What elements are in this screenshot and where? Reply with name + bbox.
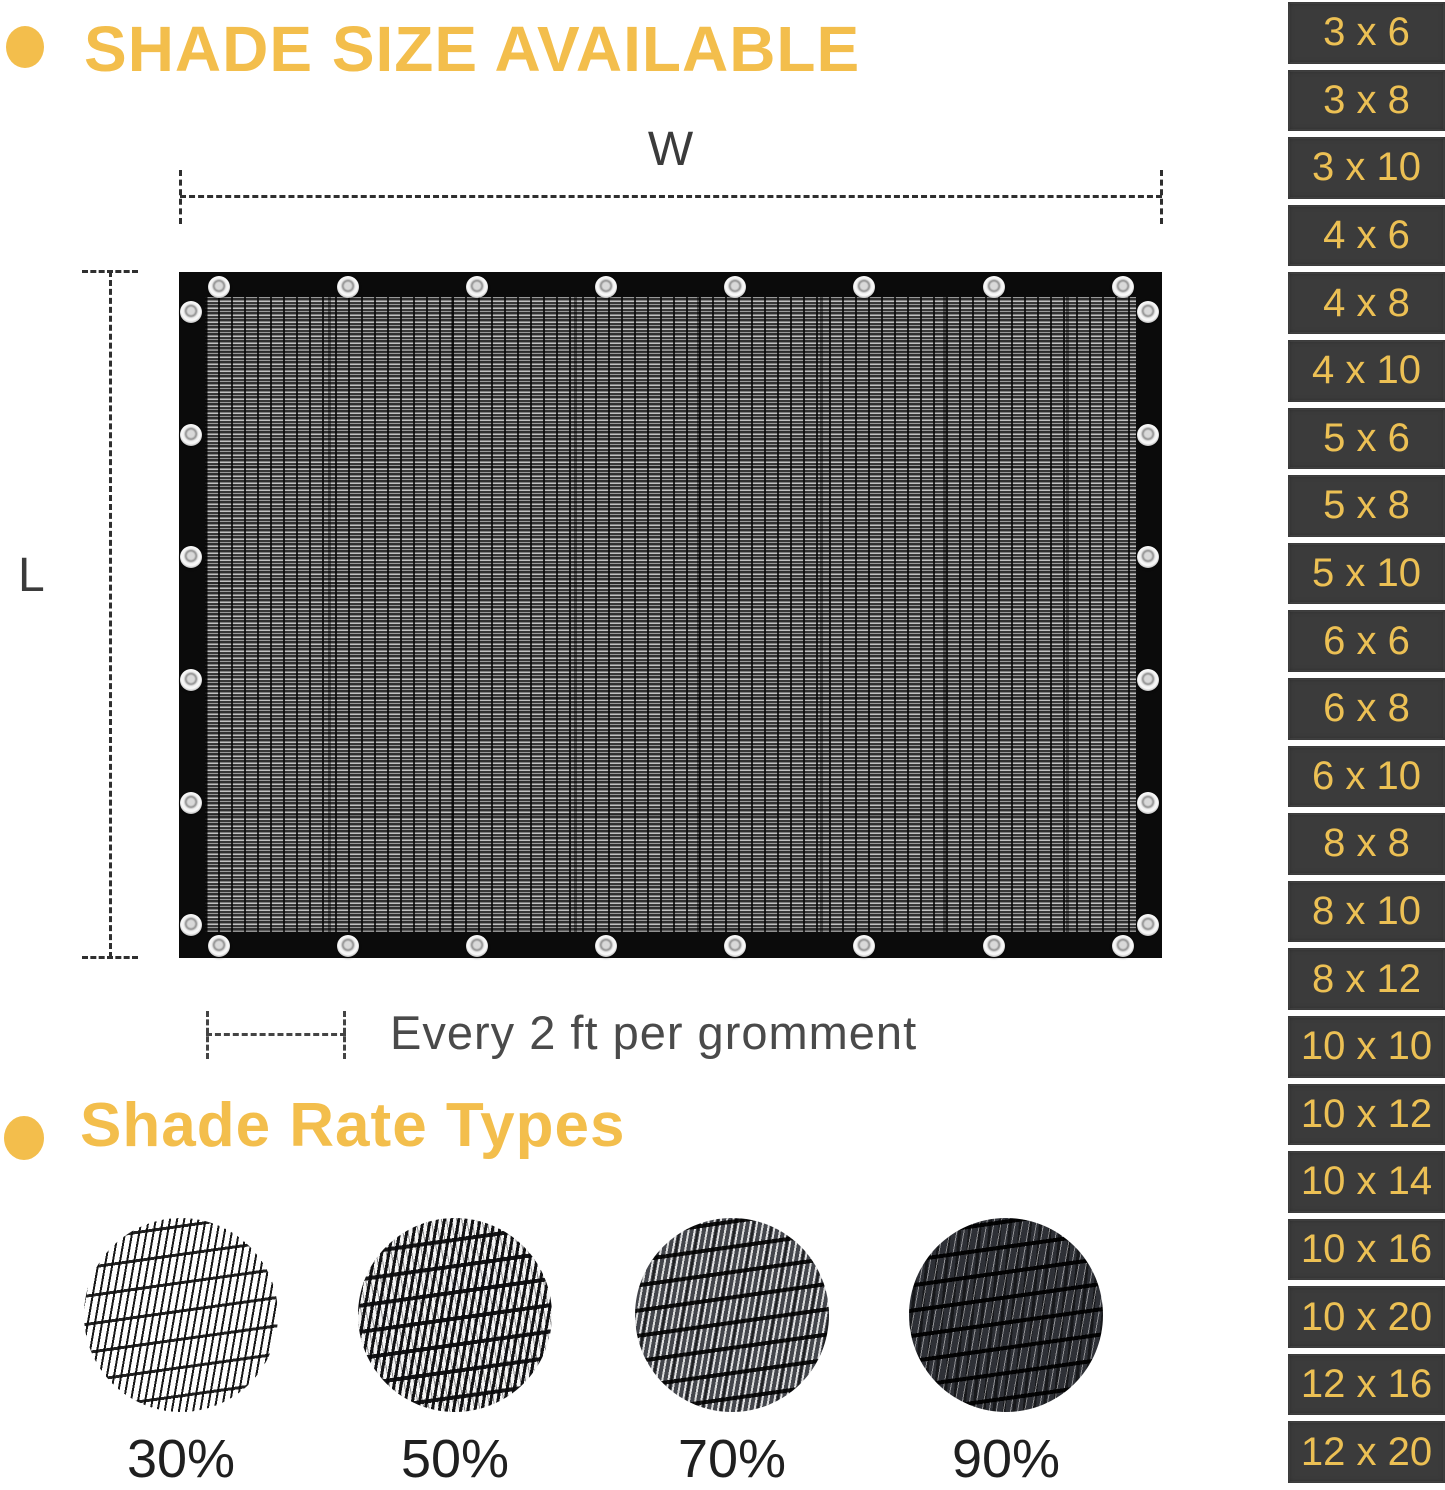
size-option: 10 x 16 (1288, 1219, 1445, 1281)
shade-rate-item (906, 1218, 1106, 1490)
shade-net-mesh-texture (205, 297, 1136, 932)
length-dimension-line (109, 271, 112, 958)
length-dimension-label: L (18, 549, 45, 602)
grommet-icon (180, 792, 202, 814)
grommet-icon (1112, 935, 1134, 957)
size-option: 12 x 16 (1288, 1354, 1445, 1416)
width-dimension-label: W (647, 123, 694, 176)
size-option-list (1288, 2, 1445, 1483)
size-option: 4 x 6 (1288, 205, 1445, 267)
size-option: 10 x 12 (1288, 1084, 1445, 1146)
shade-rate-item (81, 1218, 281, 1490)
shade-rate-item (632, 1218, 832, 1490)
grommet-icon (208, 935, 230, 957)
size-option: 8 x 10 (1288, 881, 1445, 943)
grommet-icon (1137, 792, 1159, 814)
grommet-icon (983, 276, 1005, 298)
size-option: 6 x 6 (1288, 610, 1445, 672)
grommet-icon (724, 935, 746, 957)
grommet-icon (180, 301, 202, 323)
size-option: 8 x 12 (1288, 948, 1445, 1010)
size-option: 8 x 8 (1288, 813, 1445, 875)
grommet-spacing-note: Every 2 ft per gromment (390, 1006, 918, 1059)
grommet-icon (180, 669, 202, 691)
grommet-icon (180, 424, 202, 446)
mesh-sample-50-icon (358, 1218, 552, 1412)
width-dimension-tick-right (1160, 170, 1163, 224)
grommet-icon (853, 276, 875, 298)
shade-rate-item (355, 1218, 555, 1490)
grommet-icon (1137, 914, 1159, 936)
mesh-sample-90-icon (909, 1218, 1103, 1412)
grommet-icon (1137, 546, 1159, 568)
grommet-spacing-line (206, 1033, 346, 1036)
grommet-icon (180, 546, 202, 568)
grommet-icon (466, 935, 488, 957)
size-option: 3 x 8 (1288, 70, 1445, 132)
length-dimension-tick-top (82, 270, 138, 273)
size-option: 4 x 10 (1288, 340, 1445, 402)
grommet-icon (983, 935, 1005, 957)
mesh-sample-30-icon (84, 1218, 278, 1412)
grommet-icon (180, 914, 202, 936)
size-option: 5 x 8 (1288, 475, 1445, 537)
size-option: 12 x 20 (1288, 1421, 1445, 1483)
page-title: SHADE SIZE AVAILABLE (84, 13, 861, 85)
shade-rate-label: 70% (677, 1429, 787, 1489)
width-dimension-line (180, 195, 1162, 198)
shade-rate-label: 30% (126, 1429, 236, 1489)
grommet-icon (1137, 669, 1159, 691)
size-option: 3 x 10 (1288, 137, 1445, 199)
shade-rate-label: 90% (951, 1429, 1061, 1489)
mesh-sample-70-icon (635, 1218, 829, 1412)
grommet-icon (595, 935, 617, 957)
size-option: 6 x 10 (1288, 746, 1445, 808)
grommet-icon (853, 935, 875, 957)
grommet-icon (1137, 424, 1159, 446)
size-option: 10 x 10 (1288, 1016, 1445, 1078)
grommet-icon (337, 935, 359, 957)
grommet-icon (724, 276, 746, 298)
yellow-dot-icon (4, 1116, 44, 1160)
yellow-dot-icon (6, 26, 44, 68)
shade-net (179, 272, 1162, 958)
width-dimension-tick-left (179, 170, 182, 224)
size-option: 4 x 8 (1288, 272, 1445, 334)
grommet-icon (1137, 301, 1159, 323)
shade-rate-label: 50% (400, 1429, 510, 1489)
size-option: 10 x 20 (1288, 1286, 1445, 1348)
grommet-icon (595, 276, 617, 298)
length-dimension-tick-bottom (82, 956, 138, 959)
size-option: 5 x 10 (1288, 543, 1445, 605)
size-option: 10 x 14 (1288, 1151, 1445, 1213)
size-option: 3 x 6 (1288, 2, 1445, 64)
shade-rate-title: Shade Rate Types (80, 1091, 626, 1160)
grommet-icon (466, 276, 488, 298)
size-option: 6 x 8 (1288, 678, 1445, 740)
grommet-icon (208, 276, 230, 298)
grommet-icon (1112, 276, 1134, 298)
grommet-icon (337, 276, 359, 298)
size-option: 5 x 6 (1288, 408, 1445, 470)
